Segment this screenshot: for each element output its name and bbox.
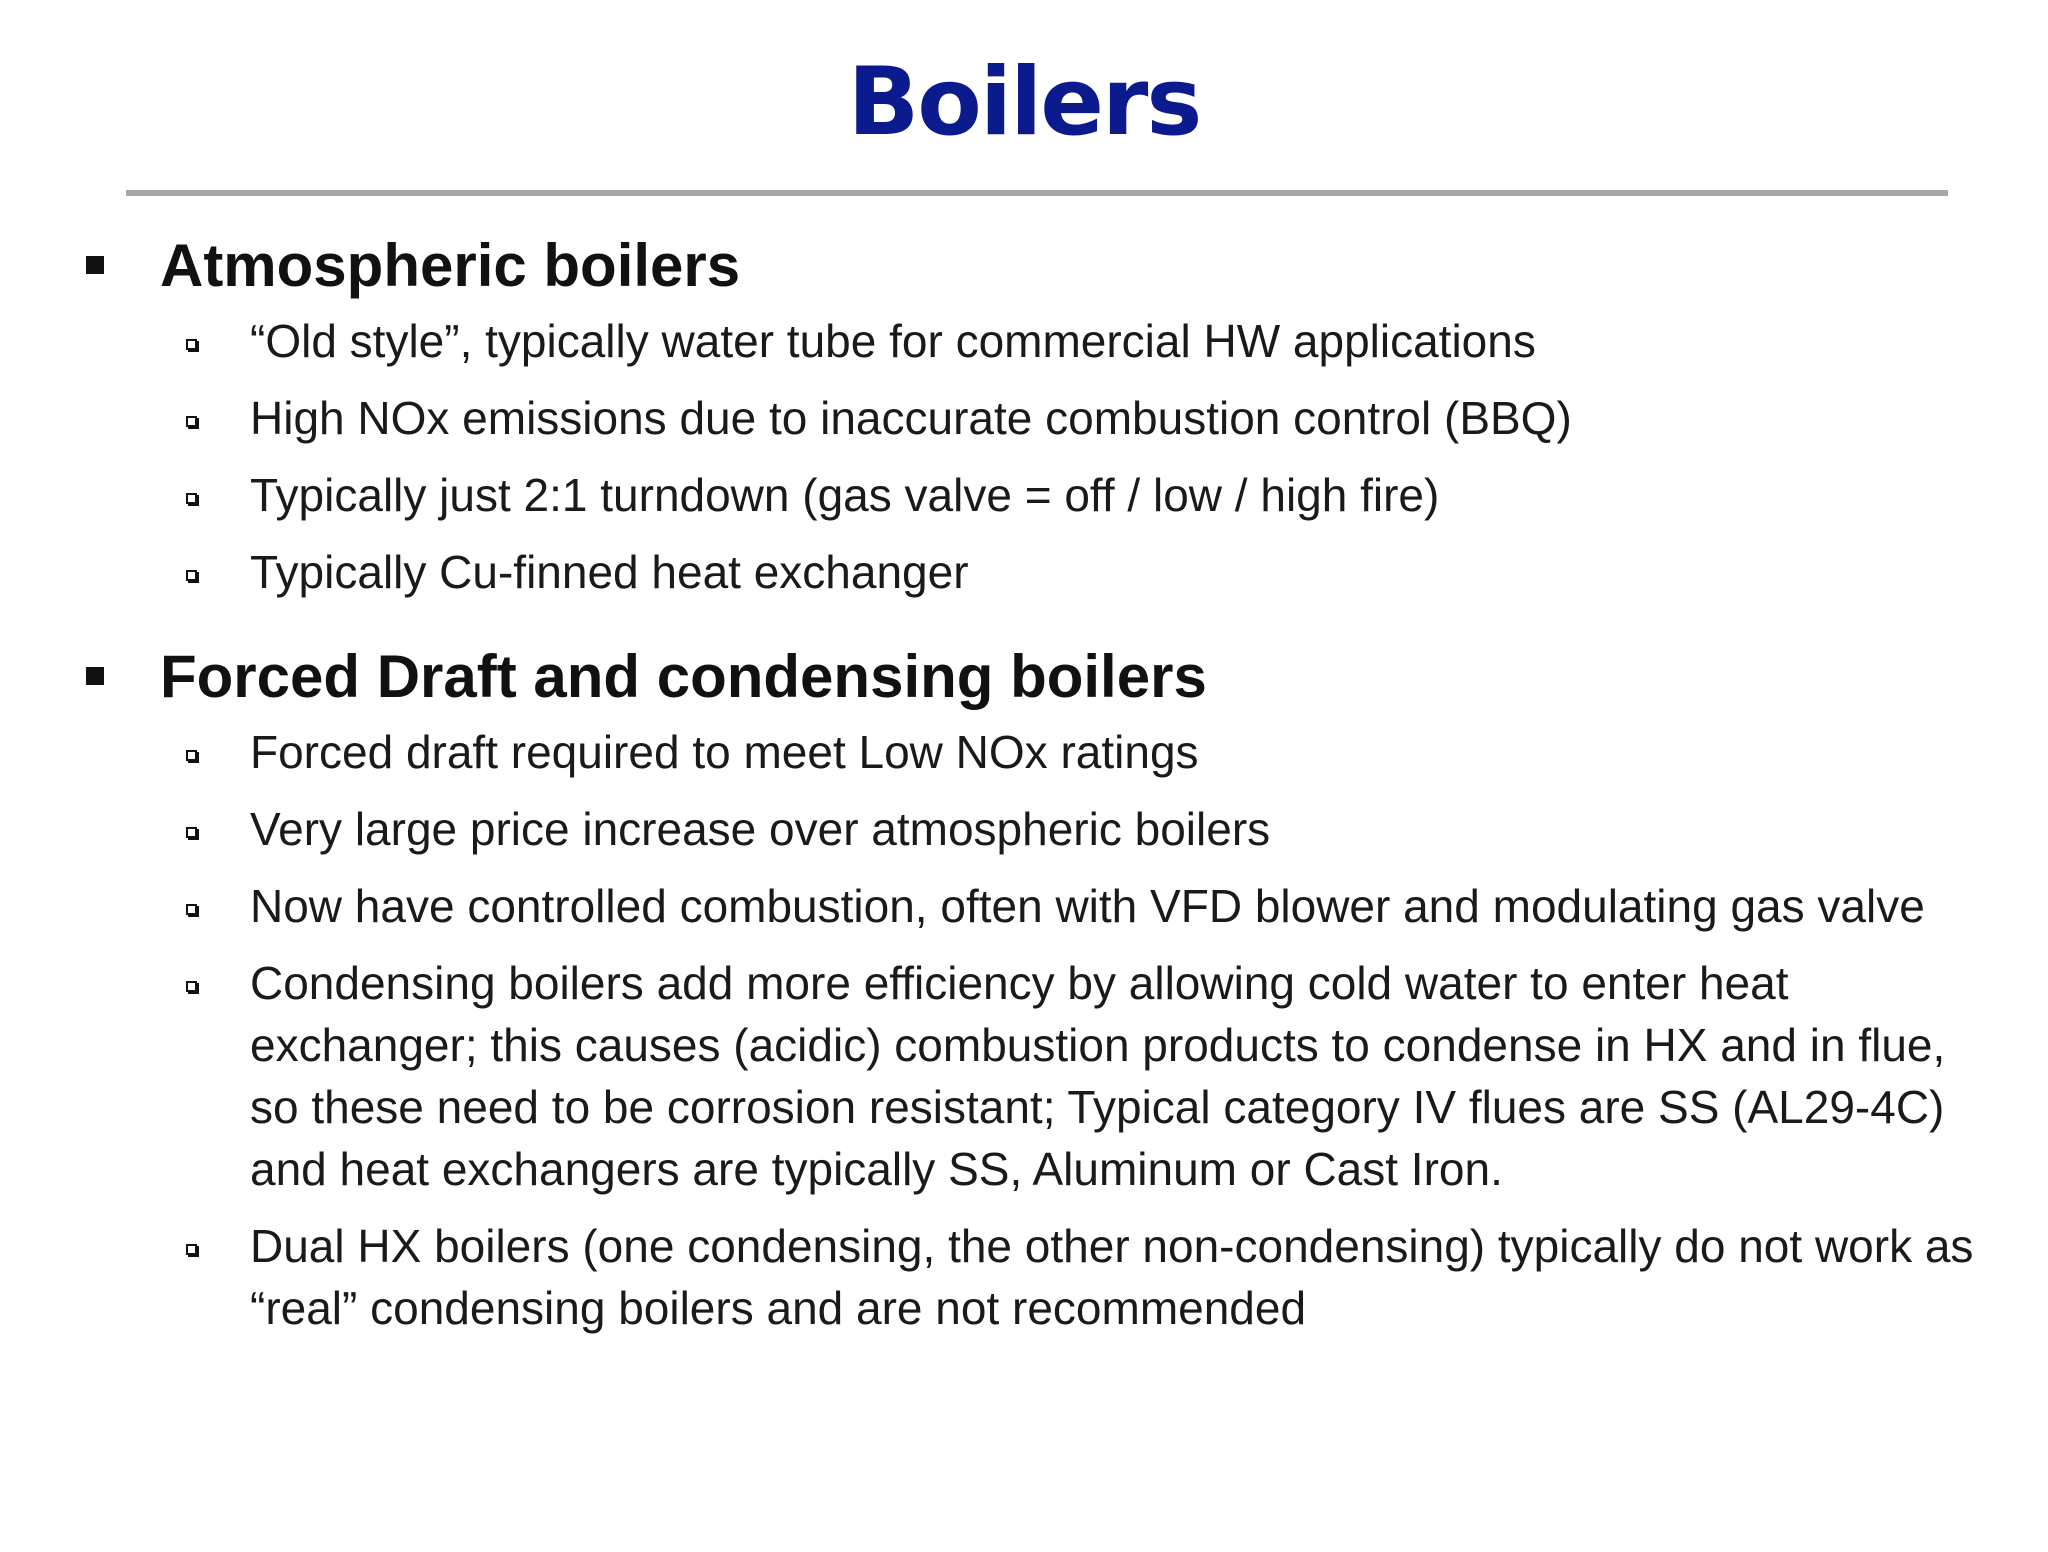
list-item-text: “Old style”, typically water tube for commercial HW applications bbox=[250, 315, 1536, 367]
section-heading-text: Atmospheric boilers bbox=[160, 232, 741, 299]
list-item bbox=[0, 721, 2048, 783]
hollow-square-bullet-icon bbox=[186, 1244, 197, 1255]
hollow-square-bullet-icon bbox=[186, 904, 197, 915]
list-item-text: Forced draft required to meet Low NOx ratings bbox=[250, 726, 1199, 778]
list-item-text: Dual HX boilers (one condensing, the other non-condensing) typically do not work as “real” condensing boilers and are not recommended bbox=[250, 1220, 1974, 1334]
slide-title: Boilers bbox=[847, 48, 1201, 157]
list-item bbox=[0, 464, 2048, 526]
square-bullet-icon bbox=[86, 256, 104, 274]
section-heading bbox=[0, 637, 2048, 721]
hollow-square-bullet-icon bbox=[186, 493, 197, 504]
list-item bbox=[0, 541, 2048, 603]
hollow-square-bullet-icon bbox=[186, 339, 197, 350]
list-item bbox=[0, 387, 2048, 449]
list-item-text: Now have controlled combustion, often with VFD blower and modulating gas valve bbox=[250, 880, 1925, 932]
hollow-square-bullet-icon bbox=[186, 981, 197, 992]
list-item bbox=[0, 1215, 2048, 1339]
list-item-text: Typically Cu-finned heat exchanger bbox=[250, 546, 969, 598]
bullet-list bbox=[0, 721, 2048, 1339]
list-item bbox=[0, 952, 2048, 1200]
list-item bbox=[0, 798, 2048, 860]
hollow-square-bullet-icon bbox=[186, 827, 197, 838]
slide-content bbox=[0, 226, 2048, 1354]
list-item bbox=[0, 875, 2048, 937]
hollow-square-bullet-icon bbox=[186, 570, 197, 581]
list-item-text: Condensing boilers add more efficiency by allowing cold water to enter heat exchanger; this causes (acidic) combustion products to condense in HX and in flue, so these need to be corrosion resistant; Typical category IV flues are SS (AL29-4C) and heat exchangers are typically SS, Aluminum or Cast Iron. bbox=[250, 957, 1946, 1195]
bullet-list bbox=[0, 310, 2048, 603]
section-heading bbox=[0, 226, 2048, 310]
title-divider bbox=[126, 190, 1948, 196]
section-atmospheric-boilers bbox=[0, 226, 2048, 603]
list-item bbox=[0, 310, 2048, 372]
hollow-square-bullet-icon bbox=[186, 416, 197, 427]
list-item-text: High NOx emissions due to inaccurate combustion control (BBQ) bbox=[250, 392, 1572, 444]
section-heading-text: Forced Draft and condensing boilers bbox=[160, 643, 1207, 710]
square-bullet-icon bbox=[86, 667, 104, 685]
list-item-text: Typically just 2:1 turndown (gas valve = off / low / high fire) bbox=[250, 469, 1440, 521]
list-item-text: Very large price increase over atmospheric boilers bbox=[250, 803, 1271, 855]
hollow-square-bullet-icon bbox=[186, 750, 197, 761]
section-forced-draft-boilers bbox=[0, 637, 2048, 1339]
